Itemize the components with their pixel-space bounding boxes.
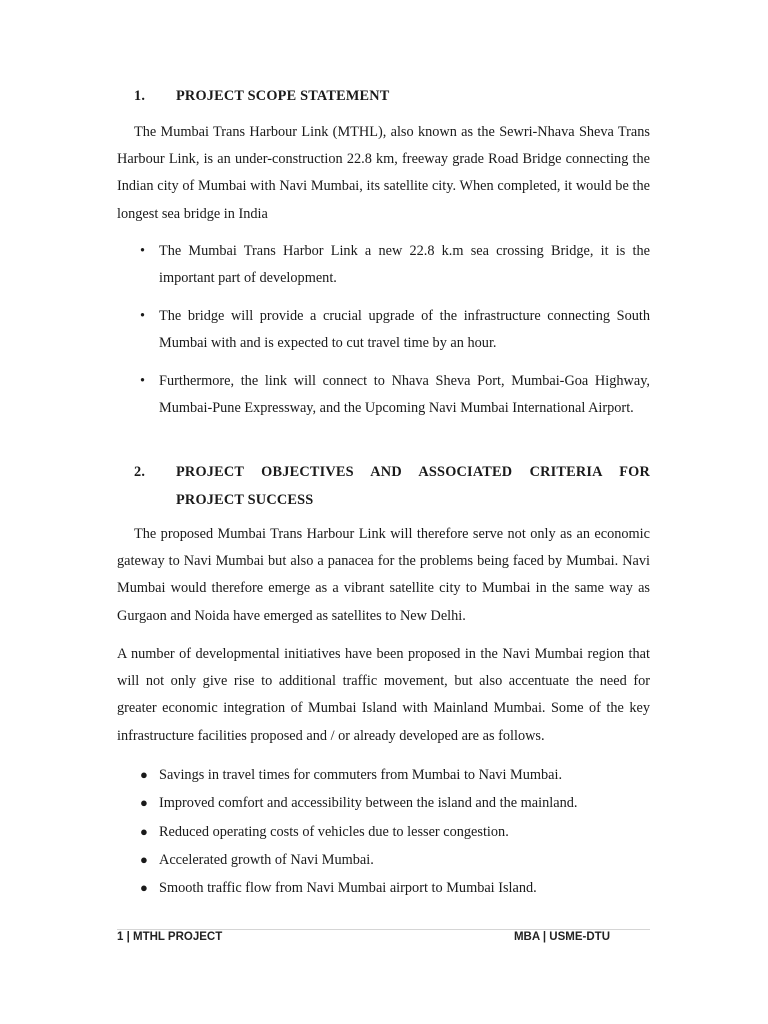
list-item-text: Savings in travel times for commuters from Mumbai to Navi Mumbai.: [159, 767, 563, 783]
section-2-heading: [117, 459, 650, 514]
bullet-icon: •: [140, 372, 146, 389]
bullet-icon: ●: [140, 795, 148, 811]
section-1-paragraph: The Mumbai Trans Harbour Link (MTHL), also known as the Sewri-Nhava Sheva Trans Harbour Link, is an under-construction 22.8 km, freeway grade Road Bridge connecting the Indian city of Mumbai with Navi Mumbai, its satellite city. When completed, it would be the longest sea bridge in India: [117, 124, 650, 222]
list-item: [117, 846, 650, 874]
list-item: [117, 368, 650, 423]
list-item-text: Furthermore, the link will connect to Nhava Sheva Port, Mumbai-Goa Highway, Mumbai-Pune Expressway, and the Upcoming Navi Mumbai International Airport.: [159, 372, 650, 417]
section-1-bullet-list: [117, 238, 650, 432]
footer-right: MBA | USME-DTU: [513, 931, 610, 943]
footer-left: 1 | MTHL PROJECT: [117, 931, 223, 943]
list-item: [117, 303, 650, 358]
section-2-bullet-list: [117, 761, 650, 902]
list-item: [117, 874, 650, 902]
section-2-paragraph-1: The proposed Mumbai Trans Harbour Link will therefore serve not only as an economic gateway to Navi Mumbai but also a panacea for the problems being faced by Mumbai. Navi Mumbai would therefore emerge as a vibrant satellite city to Mumbai in the same way as Gurgaon and Noida have emerged as satellites to New Delhi.: [117, 526, 650, 624]
bullet-icon: ●: [140, 880, 148, 896]
list-item-text: Improved comfort and accessibility between the island and the mainland.: [159, 795, 578, 812]
list-item-text: The bridge will provide a crucial upgrade of the infrastructure connecting South Mumbai with and is expected to cut travel time by an hour.: [159, 307, 650, 352]
section-1-heading: [117, 83, 650, 111]
list-item-text: Reduced operating costs of vehicles due to lesser congestion.: [159, 823, 509, 840]
bullet-icon: ●: [140, 851, 148, 867]
bullet-icon: ●: [140, 767, 148, 782]
list-item-text: Accelerated growth of Navi Mumbai.: [159, 851, 374, 868]
section-2-paragraph-2: A number of developmental initiatives have been proposed in the Navi Mumbai region that will not only give rise to additional traffic movement, but also accentuate the need for greater economic integration of Mumbai Island with Mainland Mumbai. Some of the key infrastructure facilities proposed and / or already developed are as follows.: [117, 646, 650, 744]
section-2-number: 2.: [134, 464, 146, 480]
bullet-icon: •: [140, 243, 146, 259]
list-item: [117, 818, 650, 846]
list-item-text: The Mumbai Trans Harbor Link a new 22.8 k.m sea crossing Bridge, it is the important part of development.: [159, 243, 650, 287]
section-1-number: 1.: [134, 88, 146, 104]
list-item: [117, 238, 650, 293]
list-item: [117, 789, 650, 817]
section-2-title: PROJECT OBJECTIVES AND ASSOCIATED CRITERIA FOR PROJECT SUCCESS: [176, 464, 650, 508]
list-item: [117, 761, 650, 789]
section-1-title: PROJECT SCOPE STATEMENT: [176, 88, 390, 104]
bullet-icon: ●: [140, 823, 148, 839]
page-footer: [117, 931, 650, 943]
footer-divider: [117, 929, 650, 930]
bullet-icon: •: [140, 307, 146, 324]
list-item-text: Smooth traffic flow from Navi Mumbai airport to Mumbai Island.: [159, 880, 537, 897]
